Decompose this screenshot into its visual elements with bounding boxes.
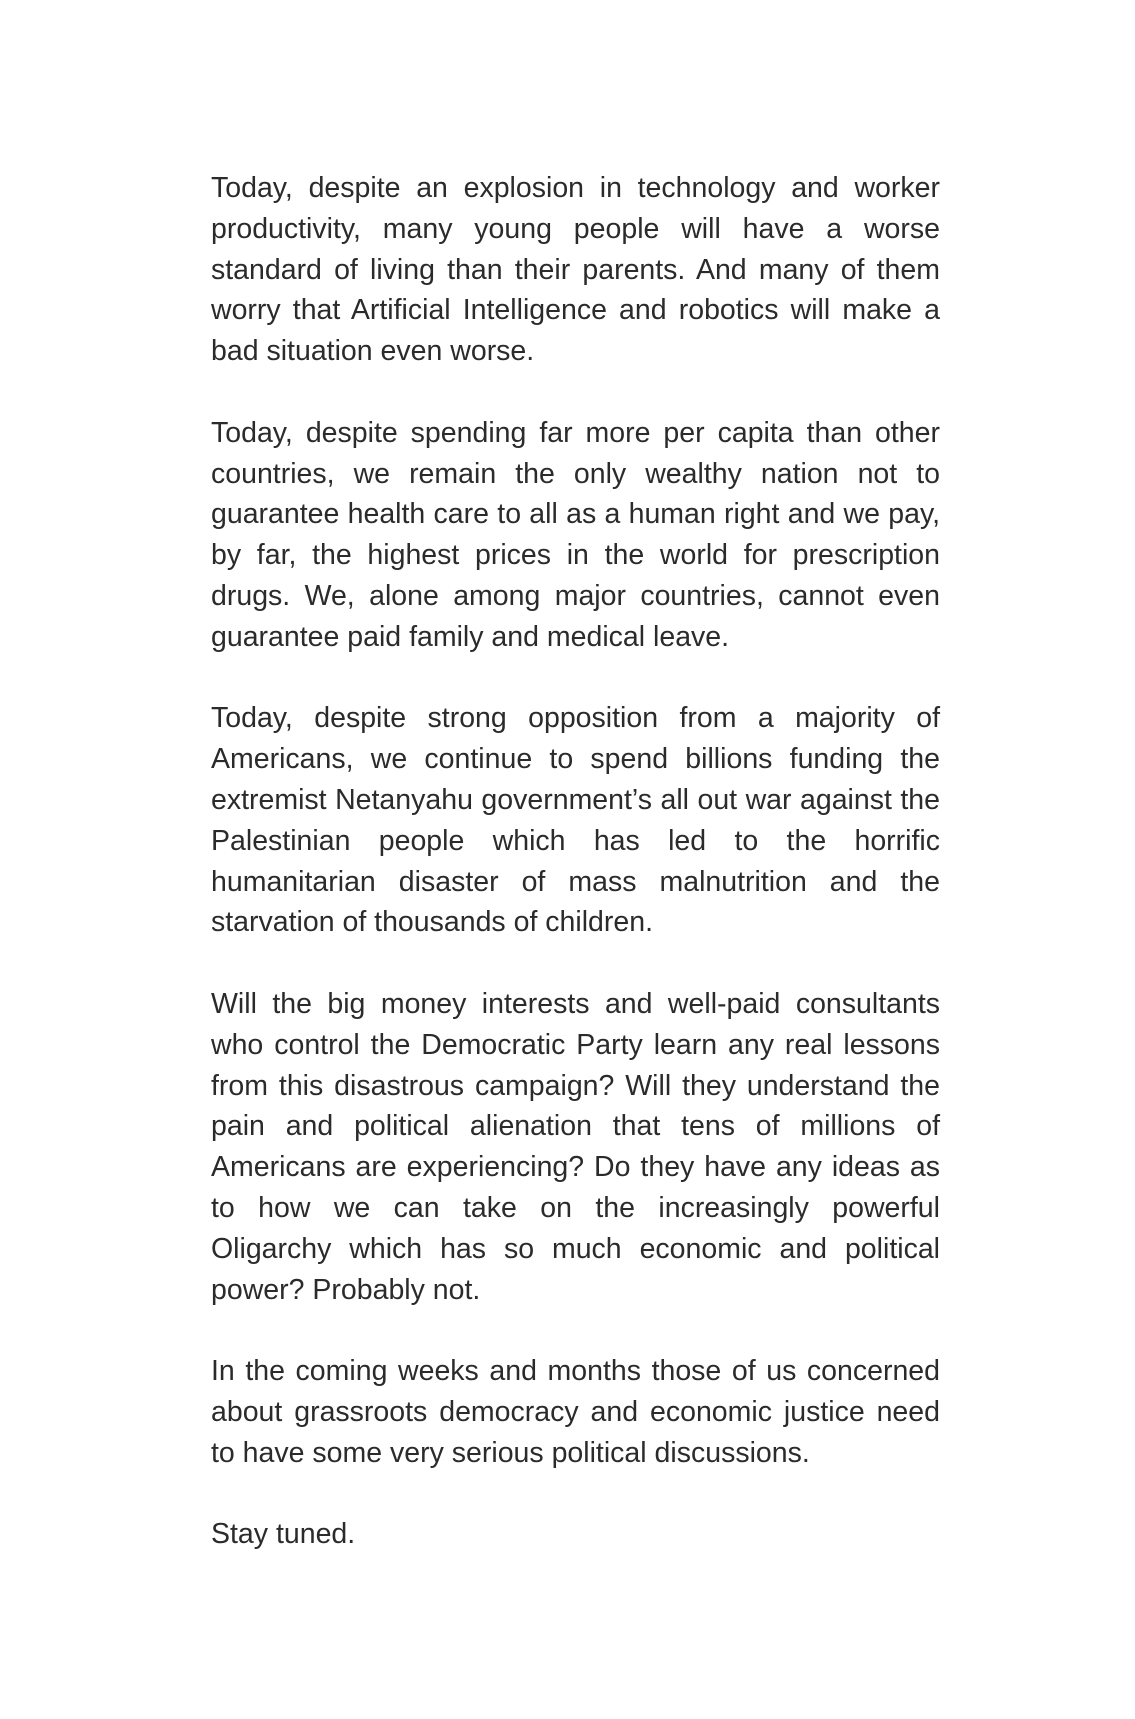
paragraph-technology: Today, despite an explosion in technology and worker productivity, many young people will have a worse standard of living than their parents. And many of them worry that Artificial Intelligence and robotics will make a bad situation even worse. — [211, 172, 940, 368]
statement-body — [211, 168, 940, 1555]
paragraph-foreign-policy: Today, despite strong opposition from a majority of Americans, we continue to spend billions funding the extremist Netanyahu government’s all out war against the Palestinian people which has led to the horrific humanitarian disaster of mass malnutrition and the starvation of thousands of children. — [211, 702, 940, 939]
paragraph-coming-weeks: In the coming weeks and months those of us concerned about grassroots democracy and economic justice need to have some very serious political discussions. — [211, 1355, 940, 1469]
paragraph-stay-tuned: Stay tuned. — [211, 1518, 356, 1551]
paragraph-health-care: Today, despite spending far more per capita than other countries, we remain the only wealthy nation not to guarantee health care to all as a human right and we pay, by far, the highest prices in the world for prescription drugs. We, alone among major countries, cannot even guarantee paid family and medical leave. — [211, 416, 940, 653]
paragraph-democratic-party: Will the big money interests and well-paid consultants who control the Democratic Party learn any real lessons from this disastrous campaign? Will they understand the pain and political alienation that tens of millions of Americans are experiencing? Do they have any ideas as to how we can take on the increasingly powerful Oligarchy which has so much economic and political power? Probably not. — [211, 987, 940, 1306]
